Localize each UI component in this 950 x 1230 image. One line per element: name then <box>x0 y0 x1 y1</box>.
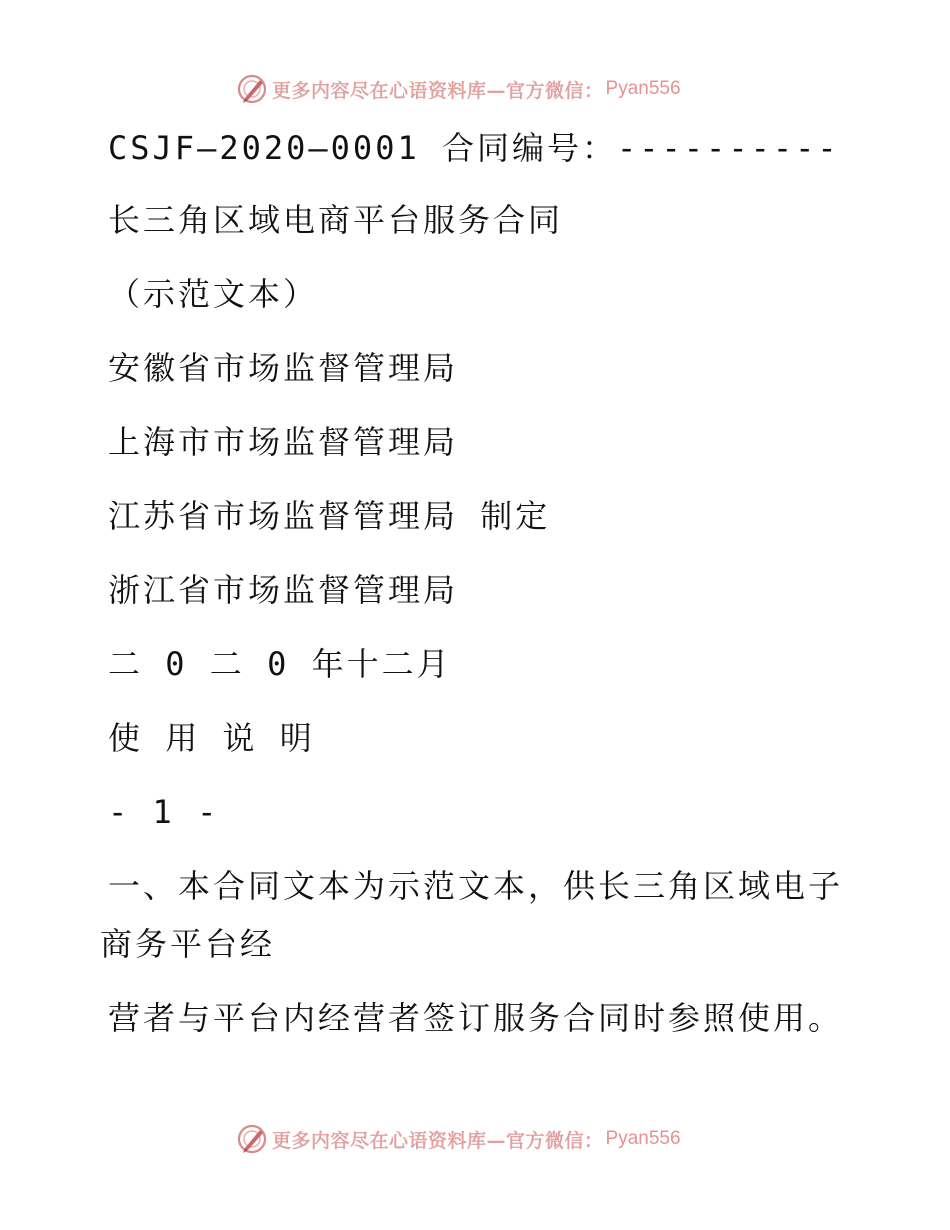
paragraph-line: 营者与平台内经营者签订服务合同时参照使用。 <box>108 999 844 1037</box>
pen-logo-icon <box>236 73 268 105</box>
issue-date: 二 0 二 0 年十二月 <box>108 645 452 683</box>
page-number: - 1 - <box>108 793 220 831</box>
issuer-zhejiang: 浙江省市场监督管理局 <box>108 571 459 609</box>
issuer-shanghai: 上海市市场监督管理局 <box>108 423 459 461</box>
paragraph-line: 商务平台经 <box>100 925 276 963</box>
watermark-text: 更多内容尽在心语资料库—官方微信： <box>272 79 604 102</box>
issuer-jiangsu: 江苏省市场监督管理局 制定 <box>108 497 551 535</box>
watermark-wechat-id: Pyan556 <box>605 78 681 99</box>
usage-heading: 使 用 说 明 <box>108 719 315 757</box>
watermark-wechat-id: Pyan556 <box>605 1128 681 1149</box>
contract-title: 长三角区域电商平台服务合同 <box>108 201 564 239</box>
contract-subtitle: （示范文本） <box>108 275 319 313</box>
issuer-anhui: 安徽省市场监督管理局 <box>108 349 459 387</box>
watermark-header <box>236 72 681 106</box>
paragraph-line: 一、本合同文本为示范文本，供长三角区域电子 <box>108 867 844 905</box>
pen-logo-icon <box>236 1123 268 1155</box>
contract-number-line: CSJF—2020—0001 合同编号：---------- <box>108 129 840 167</box>
watermark-footer <box>236 1122 681 1156</box>
watermark-text: 更多内容尽在心语资料库—官方微信： <box>272 1129 604 1152</box>
